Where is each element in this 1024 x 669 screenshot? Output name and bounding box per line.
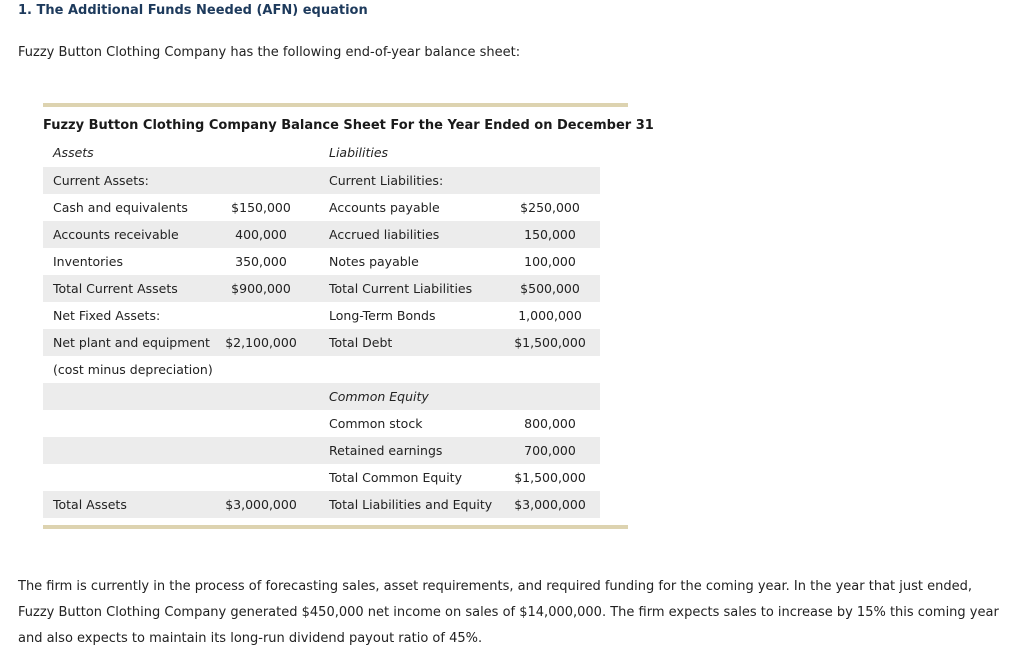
asset-label: Total Assets — [53, 497, 127, 512]
asset-value — [221, 356, 301, 383]
liability-label: Retained earnings — [329, 443, 443, 458]
table-row — [43, 491, 600, 518]
assets-header: Assets — [53, 145, 94, 160]
liability-label: Total Liabilities and Equity — [329, 497, 493, 512]
table-row — [43, 329, 600, 356]
liability-value: 700,000 — [524, 443, 576, 458]
table-row — [43, 410, 600, 437]
asset-label: Accounts receivable — [53, 227, 179, 242]
table-row — [43, 275, 600, 302]
liability-label: Common Equity — [329, 389, 429, 404]
asset-value — [221, 302, 301, 329]
asset-label: Cash and equivalents — [53, 200, 188, 215]
liability-value: $500,000 — [520, 281, 580, 296]
table-row — [43, 302, 600, 329]
asset-label: Current Assets: — [53, 173, 149, 188]
liability-label: Accrued liabilities — [329, 227, 440, 242]
table-bottom-rule — [43, 525, 628, 529]
table-row — [43, 437, 600, 464]
liability-value: $1,500,000 — [514, 470, 586, 485]
liabilities-header: Liabilities — [329, 145, 389, 160]
asset-label: (cost minus depreciation) — [53, 362, 213, 377]
liability-label: Total Debt — [329, 335, 393, 350]
asset-value: $3,000,000 — [225, 497, 297, 512]
liability-value — [505, 167, 595, 194]
liability-value: 150,000 — [524, 227, 576, 242]
question-heading: 1. The Additional Funds Needed (AFN) equation — [18, 3, 368, 18]
liability-value: $250,000 — [520, 200, 580, 215]
liability-label: Total Current Liabilities — [329, 281, 473, 296]
liability-label: Accounts payable — [329, 200, 440, 215]
table-row — [43, 356, 600, 383]
asset-value: 400,000 — [235, 227, 287, 242]
liability-value: $1,500,000 — [514, 335, 586, 350]
asset-value: $150,000 — [231, 200, 291, 215]
asset-value: $2,100,000 — [225, 335, 297, 350]
asset-value: 350,000 — [235, 254, 287, 269]
liability-value: 100,000 — [524, 254, 576, 269]
asset-label: Inventories — [53, 254, 123, 269]
table-row — [43, 194, 600, 221]
table-row — [43, 248, 600, 275]
liability-value: 800,000 — [524, 416, 576, 431]
table-row — [43, 464, 600, 491]
liability-label: Total Common Equity — [329, 470, 462, 485]
liability-label: Current Liabilities: — [329, 173, 444, 188]
asset-value — [221, 383, 301, 410]
table-row — [43, 383, 600, 410]
liability-value: $3,000,000 — [514, 497, 586, 512]
liability-value: 1,000,000 — [518, 308, 582, 323]
liability-value — [505, 356, 595, 383]
asset-value — [221, 410, 301, 437]
liability-label: Long-Term Bonds — [329, 308, 436, 323]
asset-value — [221, 464, 301, 491]
asset-label: Net plant and equipment — [53, 335, 210, 350]
table-row — [43, 221, 600, 248]
asset-value — [221, 167, 301, 194]
asset-value: $900,000 — [231, 281, 291, 296]
liability-label: Common stock — [329, 416, 423, 431]
balance-sheet-title: Fuzzy Button Clothing Company Balance Sheet For the Year Ended on December 31 — [43, 118, 654, 133]
closing-paragraph: The firm is currently in the process of forecasting sales, asset requirements, and required funding for the coming year. In the year that just ended, Fuzzy Button Clothing Company generated $450,000 net income on sales of $14,000,000. The firm expects sales to increase by 15% this coming year and also expects to maintain its long-run dividend payout ratio of 45%. — [18, 579, 999, 646]
table-top-rule — [43, 103, 628, 107]
table-row — [43, 167, 600, 194]
asset-value — [221, 437, 301, 464]
liability-label: Notes payable — [329, 254, 419, 269]
liability-value — [505, 383, 595, 410]
intro-text: Fuzzy Button Clothing Company has the following end-of-year balance sheet: — [18, 45, 521, 60]
asset-label: Total Current Assets — [53, 281, 178, 296]
asset-label: Net Fixed Assets: — [53, 308, 161, 323]
